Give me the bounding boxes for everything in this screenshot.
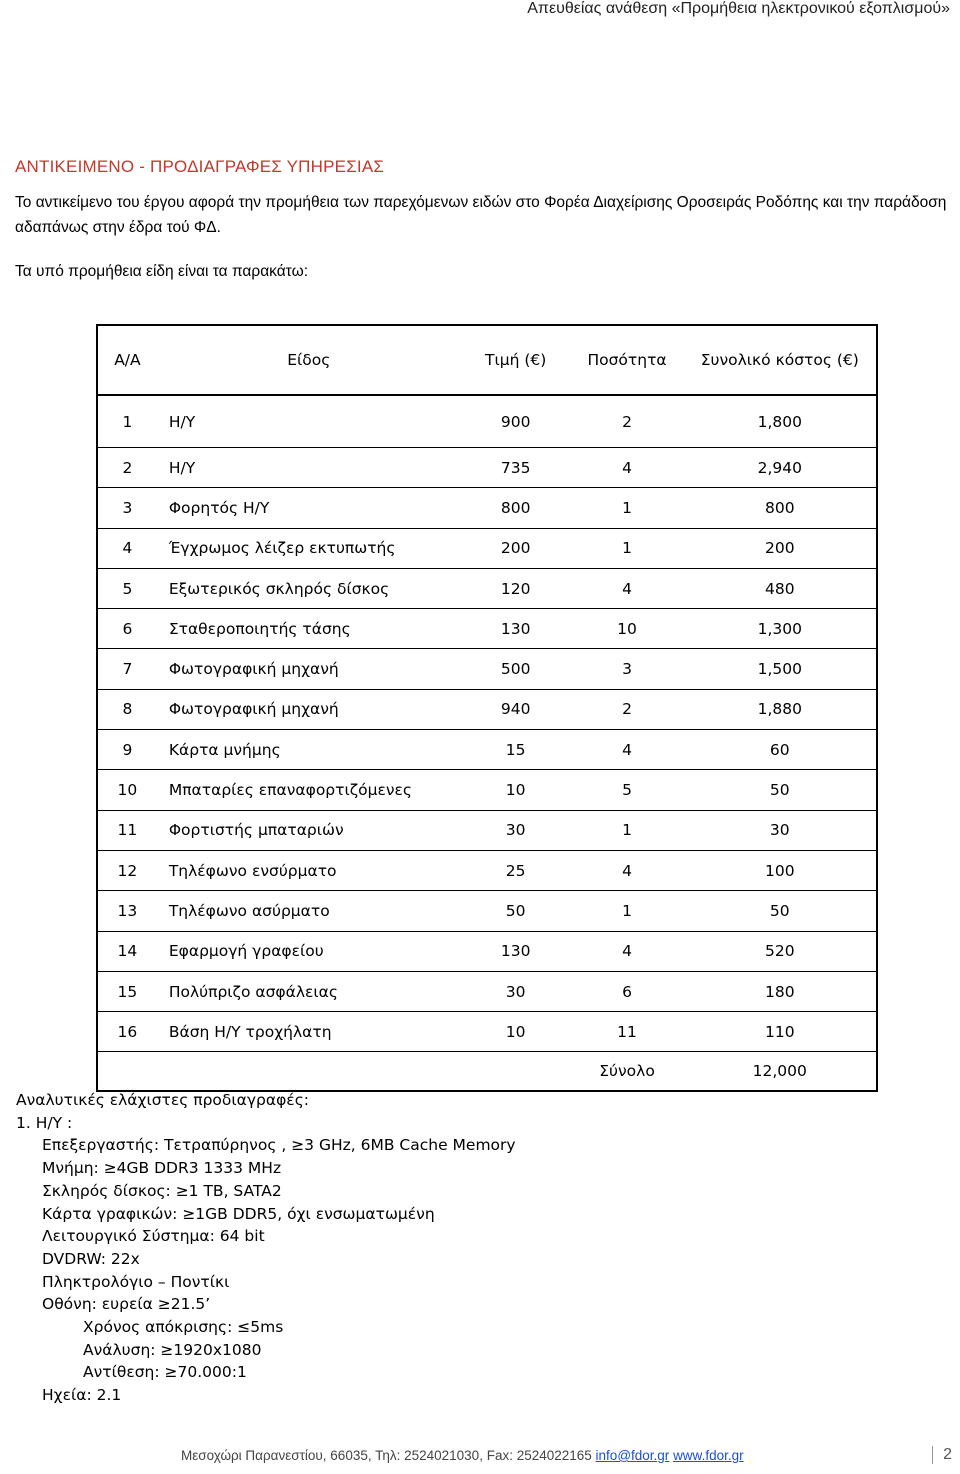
items-table [96, 324, 878, 1092]
row-price: 900 [461, 395, 571, 448]
row-item: Η/Υ [157, 448, 461, 488]
row-item: Πολύπριζο ασφάλειας [157, 971, 461, 1011]
row-total: 1,300 [684, 609, 877, 649]
items-intro: Τα υπό προμήθεια είδη είναι τα παρακάτω: [15, 263, 308, 280]
row-total: 200 [684, 528, 877, 568]
spec-line: Σκληρός δίσκος: ≥1 TB, SATA2 [42, 1181, 282, 1200]
row-total: 30 [684, 810, 877, 850]
row-total: 1,800 [684, 395, 877, 448]
specs-heading: Αναλυτικές ελάχιστες προδιαγραφές: [16, 1091, 310, 1109]
spec-line: Πληκτρολόγιο – Ποντίκι [42, 1272, 230, 1291]
row-total: 1,500 [684, 649, 877, 689]
row-price: 500 [461, 649, 571, 689]
total-empty-cell [97, 1052, 157, 1092]
row-price: 940 [461, 689, 571, 729]
spec-line: Κάρτα γραφικών: ≥1GB DDR5, όχι ενσωματωμένη [42, 1204, 435, 1223]
row-number: 8 [97, 689, 157, 729]
row-price: 120 [461, 568, 571, 608]
header-aa: Α/Α [97, 325, 157, 395]
row-quantity: 1 [571, 528, 684, 568]
row-total: 520 [684, 931, 877, 971]
row-quantity: 2 [571, 689, 684, 729]
table-total-row [97, 1052, 877, 1092]
row-price: 30 [461, 971, 571, 1011]
row-item: Μπαταρίες επαναφορτιζόμενες [157, 770, 461, 810]
row-price: 10 [461, 770, 571, 810]
spec-line: Επεξεργαστής: Τετραπύρηνος , ≥3 GHz, 6MB Cache Memory [42, 1136, 516, 1155]
row-price: 130 [461, 931, 571, 971]
row-item: Κάρτα μνήμης [157, 730, 461, 770]
spec-line: Ανάλυση: ≥1920x1080 [83, 1340, 262, 1359]
row-number: 7 [97, 649, 157, 689]
row-number: 5 [97, 568, 157, 608]
row-item: Φωτογραφική μηχανή [157, 689, 461, 729]
row-quantity: 2 [571, 395, 684, 448]
spec-line: Μνήμη: ≥4GB DDR3 1333 MHz [42, 1159, 282, 1178]
spec-line: Λειτουργικό Σύστημα: 64 bit [42, 1227, 265, 1246]
spec-line: Χρόνος απόκρισης: ≤5ms [83, 1318, 284, 1337]
row-quantity: 10 [571, 609, 684, 649]
document-header-title: Απευθείας ανάθεση «Προμήθεια ηλεκτρονικού εξοπλισμού» [527, 0, 950, 17]
table-row [97, 568, 877, 608]
row-total: 1,880 [684, 689, 877, 729]
row-price: 15 [461, 730, 571, 770]
header-total-cost: Συνολικό κόστος (€) [684, 325, 877, 395]
row-total: 800 [684, 488, 877, 528]
spec-line: Αντίθεση: ≥70.000:1 [83, 1363, 247, 1382]
row-number: 14 [97, 931, 157, 971]
row-number: 1 [97, 395, 157, 448]
row-number: 4 [97, 528, 157, 568]
table-row [97, 609, 877, 649]
table-row [97, 931, 877, 971]
spec-line: Ηχεία: 2.1 [42, 1386, 122, 1405]
row-item: Σταθεροποιητής τάσης [157, 609, 461, 649]
row-item: Εφαρμογή γραφείου [157, 931, 461, 971]
row-number: 9 [97, 730, 157, 770]
row-number: 13 [97, 891, 157, 931]
row-price: 735 [461, 448, 571, 488]
row-item: Η/Υ [157, 395, 461, 448]
header-price: Τιμή (€) [461, 325, 571, 395]
row-number: 10 [97, 770, 157, 810]
row-number: 16 [97, 1012, 157, 1052]
footer-email-link[interactable]: info@fdor.gr [595, 1448, 670, 1463]
row-price: 50 [461, 891, 571, 931]
row-number: 11 [97, 810, 157, 850]
row-price: 130 [461, 609, 571, 649]
row-item: Τηλέφωνο ενσύρματο [157, 850, 461, 890]
table-row [97, 850, 877, 890]
header-item: Είδος [157, 325, 461, 395]
total-empty-cell [461, 1052, 571, 1092]
row-quantity: 4 [571, 448, 684, 488]
row-item: Τηλέφωνο ασύρματο [157, 891, 461, 931]
row-item: Φορητός Η/Υ [157, 488, 461, 528]
row-quantity: 1 [571, 488, 684, 528]
spec-line: Οθόνη: ευρεία ≥21.5’ [42, 1295, 211, 1314]
row-number: 15 [97, 971, 157, 1011]
table-row [97, 810, 877, 850]
footer-contact [181, 1448, 744, 1463]
row-number: 2 [97, 448, 157, 488]
header-quantity: Ποσότητα [571, 325, 684, 395]
row-total: 50 [684, 770, 877, 810]
table-row [97, 395, 877, 448]
row-item: Έγχρωμος λέιζερ εκτυπωτής [157, 528, 461, 568]
section-heading: ΑΝΤΙΚΕΙΜΕΝΟ - ΠΡΟΔΙΑΓΡΑΦΕΣ ΥΠΗΡΕΣΙΑΣ [15, 157, 385, 176]
intro-paragraph: Το αντικείμενο του έργου αφορά την προμήθεια των παρεχόμενων ειδών στο Φορέα Διαχείρισης Οροσειράς Ροδόπης και την παράδοση αδαπάνως στην έδρα τού ΦΔ. [15, 194, 947, 236]
row-price: 25 [461, 850, 571, 890]
specs-list [16, 1112, 516, 1407]
row-item: Εξωτερικός σκληρός δίσκος [157, 568, 461, 608]
row-quantity: 4 [571, 931, 684, 971]
row-quantity: 1 [571, 810, 684, 850]
spec-line: DVDRW: 22x [42, 1249, 140, 1268]
row-item: Φορτιστής μπαταριών [157, 810, 461, 850]
row-price: 200 [461, 528, 571, 568]
row-item: Φωτογραφική μηχανή [157, 649, 461, 689]
table-row [97, 488, 877, 528]
row-total: 60 [684, 730, 877, 770]
table-body [97, 395, 877, 1052]
table-row [97, 448, 877, 488]
footer-address: Μεσοχώρι Παρανεστίου, 66035, Τηλ: 2524021030, Fax: 2524022165 [181, 1448, 596, 1463]
footer-website-link[interactable]: www.fdor.gr [673, 1448, 744, 1463]
table-row [97, 730, 877, 770]
table-row [97, 689, 877, 729]
row-price: 30 [461, 810, 571, 850]
row-quantity: 11 [571, 1012, 684, 1052]
row-quantity: 4 [571, 568, 684, 608]
row-price: 10 [461, 1012, 571, 1052]
row-total: 100 [684, 850, 877, 890]
spec-line: 1. Η/Υ : [16, 1113, 73, 1132]
row-quantity: 4 [571, 730, 684, 770]
total-label: Σύνολο [571, 1052, 684, 1092]
table-row [97, 770, 877, 810]
table-row [97, 649, 877, 689]
row-quantity: 3 [571, 649, 684, 689]
table-header-row [97, 325, 877, 395]
row-item: Βάση Η/Υ τροχήλατη [157, 1012, 461, 1052]
table-row [97, 971, 877, 1011]
table-row [97, 528, 877, 568]
row-quantity: 1 [571, 891, 684, 931]
table-row [97, 1012, 877, 1052]
total-empty-cell [157, 1052, 461, 1092]
row-quantity: 4 [571, 850, 684, 890]
specs-section [16, 1089, 516, 1407]
row-total: 110 [684, 1012, 877, 1052]
row-total: 180 [684, 971, 877, 1011]
row-number: 3 [97, 488, 157, 528]
row-quantity: 5 [571, 770, 684, 810]
row-number: 6 [97, 609, 157, 649]
row-number: 12 [97, 850, 157, 890]
total-value: 12,000 [684, 1052, 877, 1092]
page-number: 2 [932, 1446, 952, 1464]
row-price: 800 [461, 488, 571, 528]
row-total: 2,940 [684, 448, 877, 488]
row-total: 50 [684, 891, 877, 931]
row-quantity: 6 [571, 971, 684, 1011]
table-row [97, 891, 877, 931]
row-total: 480 [684, 568, 877, 608]
